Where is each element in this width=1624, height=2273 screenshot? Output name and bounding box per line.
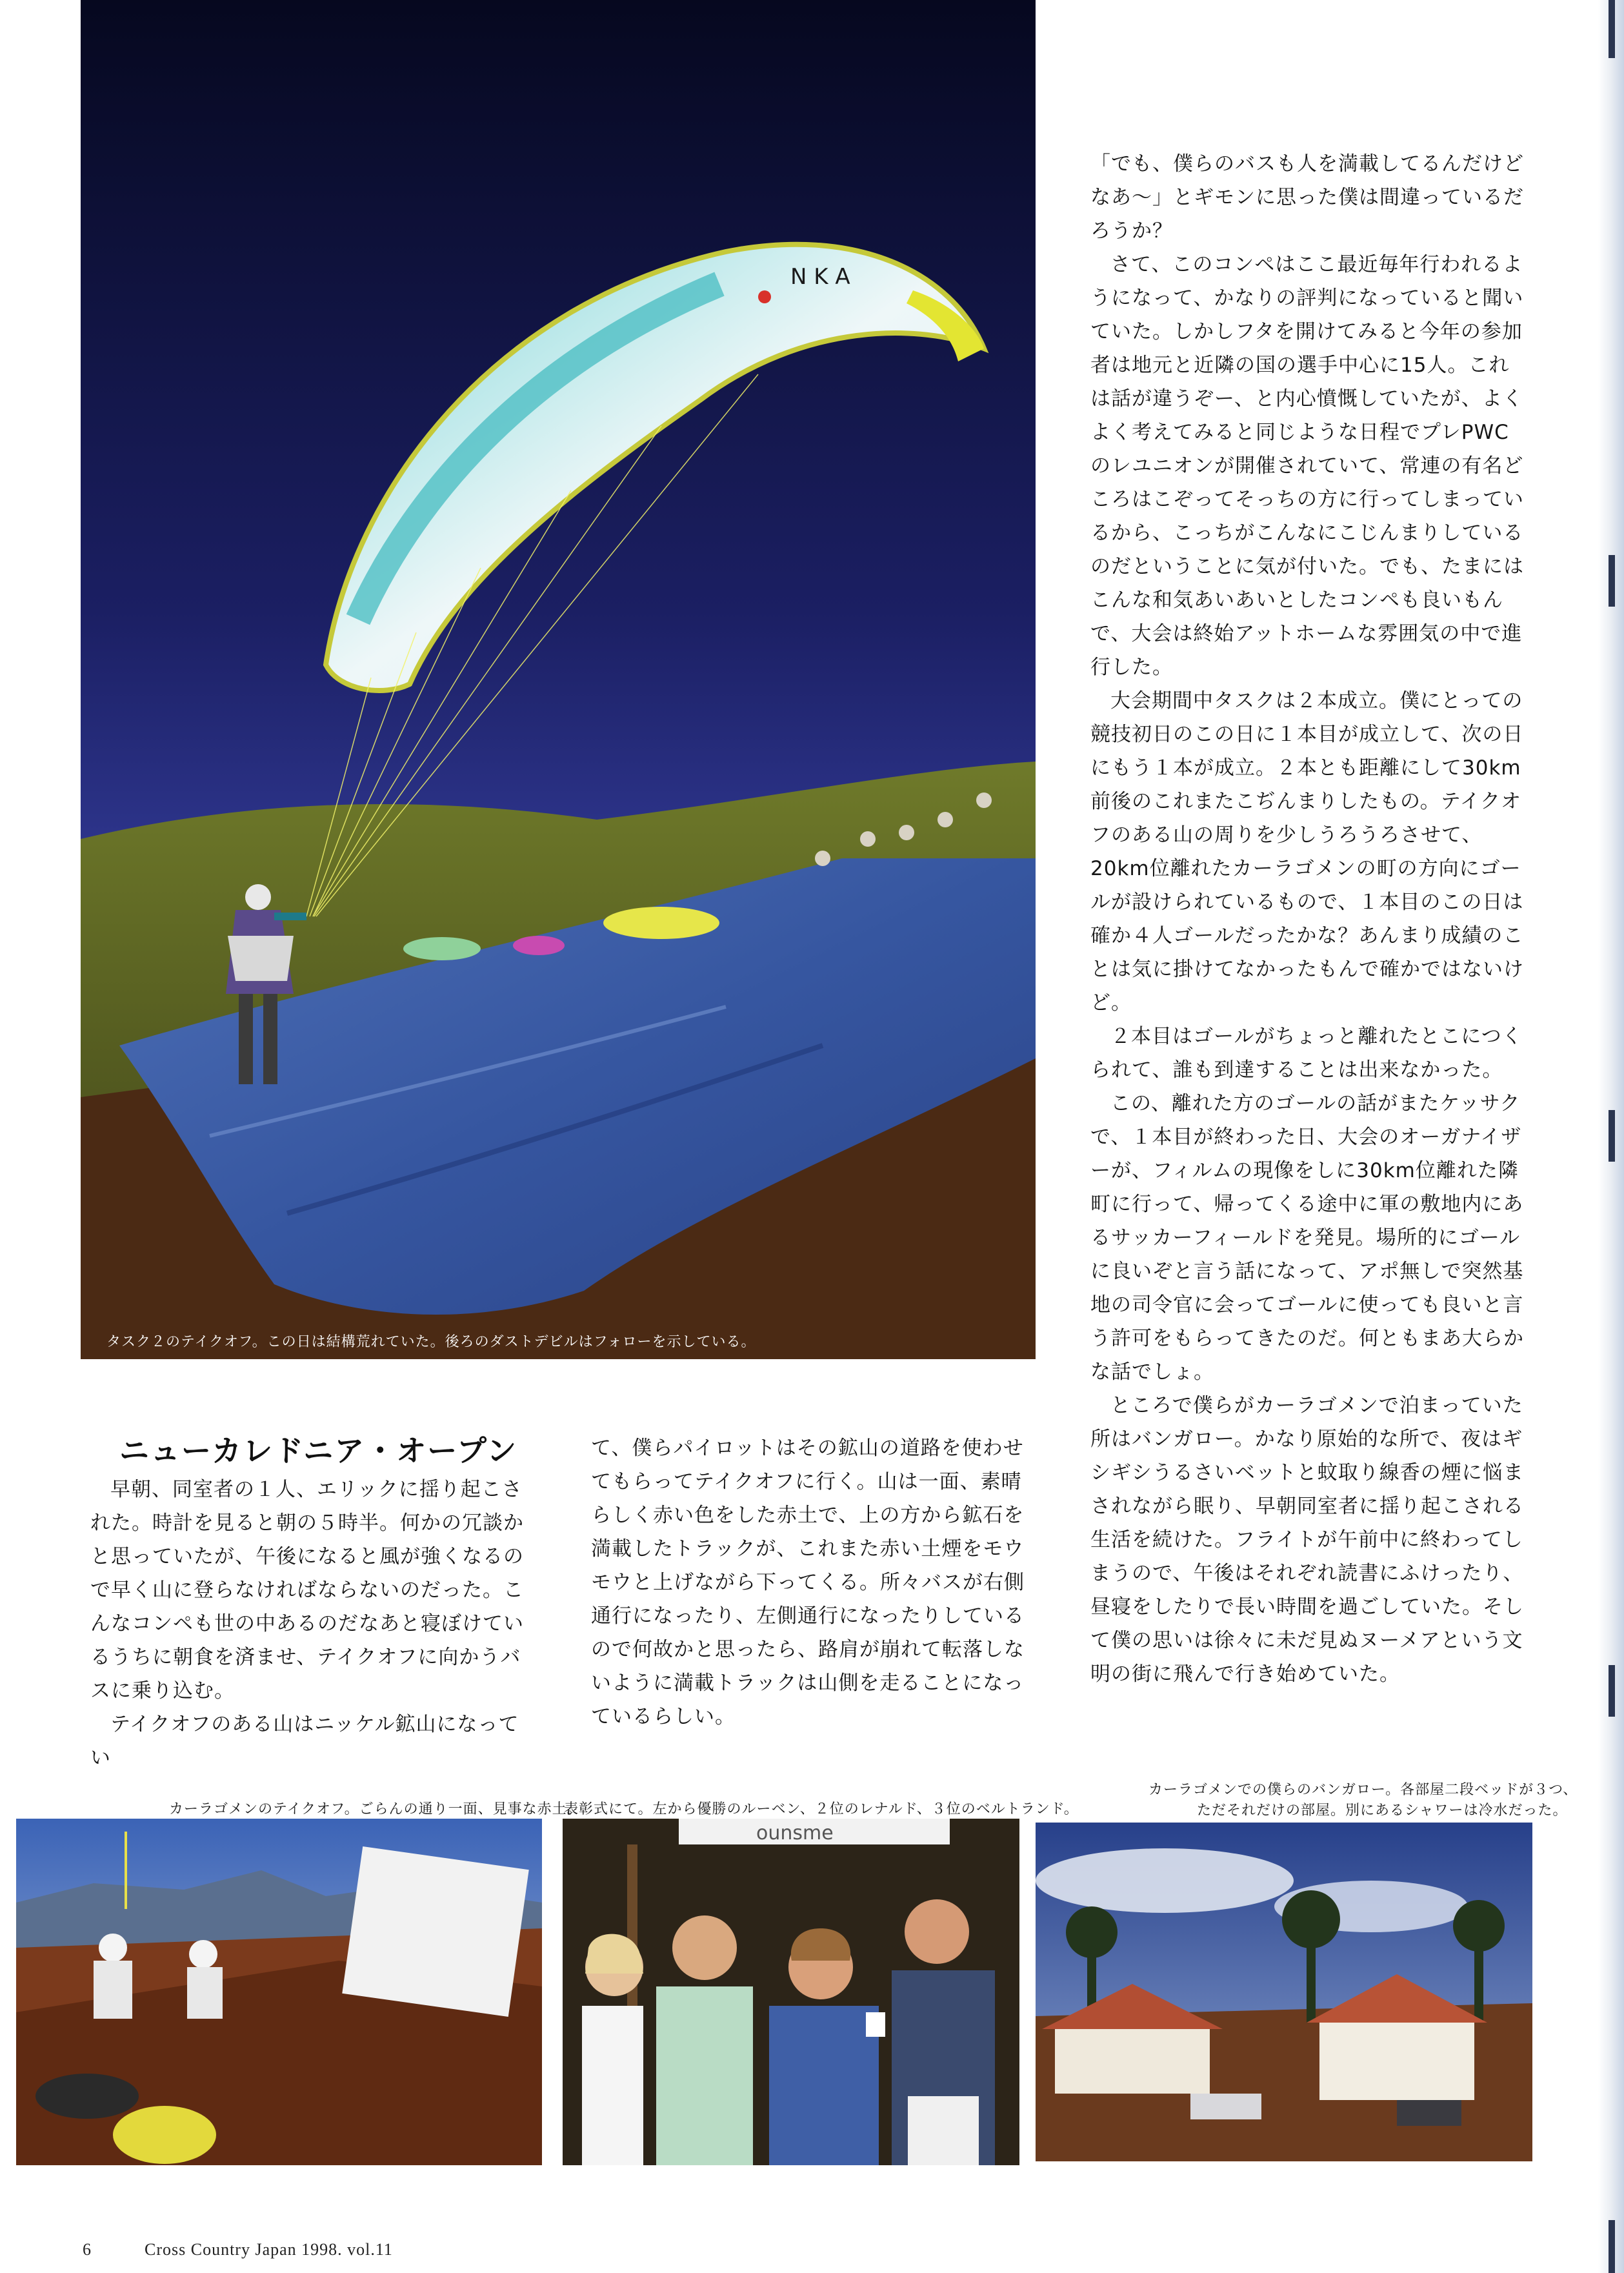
photo-bungalows	[1036, 1823, 1532, 2161]
edge-mark	[1609, 2220, 1615, 2273]
banner-text: ounsme	[756, 1822, 834, 1844]
page-number: 6	[83, 2240, 91, 2259]
edge-mark	[1609, 555, 1615, 607]
paragraph: 早朝、同室者の１人、エリックに揺り起こされた。時計を見ると朝の５時半。何かの冗談かと思っていたが、午後になると風が強くなるので早く山に登らなければならないのだった。こんなコンペも世の中あるのだなあと寝ぼけているうちに朝食を済ませ、テイクオフに向かうバスに乗り込む。	[90, 1478, 524, 1702]
photo-caption-takeoff: カーラゴメンのテイクオフ。ごらんの通り一面、見事な赤土。	[169, 1801, 582, 1817]
main-photo-paraglider-takeoff	[81, 0, 1036, 1359]
paragraph: ところで僕らがカーラゴメンで泊まっていた所はバンガロー。かなり原始的な所で、夜はギシギシうるさいベットと蚊取り線香の煙に悩まされながら眠り、早朝同室者に揺り起こされる生活を続けた。フライトが午前中に終わってしまうので、午後はそれぞれ読書にふけったり、昼寝をしたりで長い時間を過ごしていた。そして僕の思いは徐々に未だ見ぬヌーメアという文明の街に飛んで行き始めていた。	[1090, 1394, 1524, 1686]
photo-caption-award: 表彰式にて。左から優勝のルーベン、２位のレナルド、３位のベルトランド。	[564, 1801, 1079, 1817]
photo-takeoff-art	[16, 1819, 542, 2165]
photo-bungalows-art	[1036, 1823, 1532, 2161]
main-photo-caption: タスク２のテイクオフ。この日は結構荒れていた。後ろのダストデビルはフォローを示している。	[106, 1334, 756, 1350]
photo-award-art	[563, 1819, 1019, 2165]
paragraph: この、離れた方のゴールの話がまたケッサクで、１本目が終わった日、大会のオーガナイザーが、フィルムの現像をしに30km位離れた隣町に行って、帰ってくる途中に軍の敷地内にあるサッカーフィールドを発見。場所的にゴールに良いぞと言う話になって、アポ無しで突然基地の司令官に会ってゴールに使っても良いと言う許可をもらってきたのだ。何ともまあ大らかな話でしょ。	[1090, 1092, 1524, 1384]
paragraph: さて、このコンペはここ最近毎年行われるようになって、かなりの評判になっていると聞いていた。しかしフタを開けてみると今年の参加者は地元と近隣の国の選手中心に15人。これは話が違うぞー、と内心憤慨していたが、よくよく考えてみると同じような日程でプレPWCのレユニオンが開催されていて、常連の有名どころはこぞってそっちの方に行ってしまっているから、こっちがこんなにこじんまりしているのだということに気が付いた。でも、たまにはこんな和気あいあいとしたコンペも良いもんで、大会は終始アットホームな雰囲気の中で進行した。	[1090, 253, 1524, 679]
photo-caption-bungalow-line2: ただそれだけの部屋。別にあるシャワーは冷水だった。	[1197, 1803, 1568, 1819]
photo-takeoff-red-dirt	[16, 1819, 542, 2165]
paragraph: 大会期間中タスクは２本成立。僕にとっての競技初日のこの日に１本目が成立して、次の日にもう１本が成立。２本とも距離にして30km前後のこれまたこぢんまりしたもの。テイクオフのある山の周りを少しうろうろさせて、20km位離れたカーラゴメンの町の方向にゴールが設けられているもので、１本目のこの日は確か４人ゴールだったかな？あんまり成績のことは気に掛けてなかったもんで確かではないけど。	[1090, 689, 1524, 1015]
main-photo-art	[81, 0, 1036, 1359]
publication-title: Cross Country Japan 1998. vol.11	[145, 2240, 393, 2259]
paragraph: ２本目はゴールがちょっと離れたとこにつくられて、誰も到達することは出来なかった。	[1090, 1025, 1523, 1082]
photo-caption-bungalow-line1: カーラゴメンでの僕らのバンガロー。各部屋二段ベッドが３つ、	[1148, 1782, 1578, 1798]
edge-mark	[1609, 1110, 1615, 1162]
paragraph: テイクオフのある山はニッケル鉱山になってい	[90, 1713, 519, 1770]
paragraph: て、僕らパイロットはその鉱山の道路を使わせてもらってテイクオフに行く。山は一面、素晴らしく赤い色をした赤土で、上の方から鉱石を満載したトラックが、これまた赤い土煙をモウモウと上げながら下ってくる。所々バスが右側通行になったり、左側通行になったりしているので何故かと思ったら、路肩が崩れて転落しないように満載トラックは山側を走ることになっているらしい。	[591, 1437, 1025, 1728]
glider-markings: N K A	[790, 264, 850, 290]
edge-mark	[1609, 1665, 1615, 1717]
edge-mark	[1609, 0, 1615, 58]
article-column-2	[591, 1431, 1036, 1733]
article-column-1	[90, 1473, 536, 1775]
photo-award-ceremony	[563, 1819, 1019, 2165]
paragraph: 「でも、僕らのバスも人を満載してるんだけどなあ〜」とギモンに思った僕は間違っているだろうか？	[1090, 152, 1524, 243]
article-heading: ニューカレドニア・オープン	[119, 1433, 518, 1468]
right-text-column	[1090, 147, 1529, 1691]
